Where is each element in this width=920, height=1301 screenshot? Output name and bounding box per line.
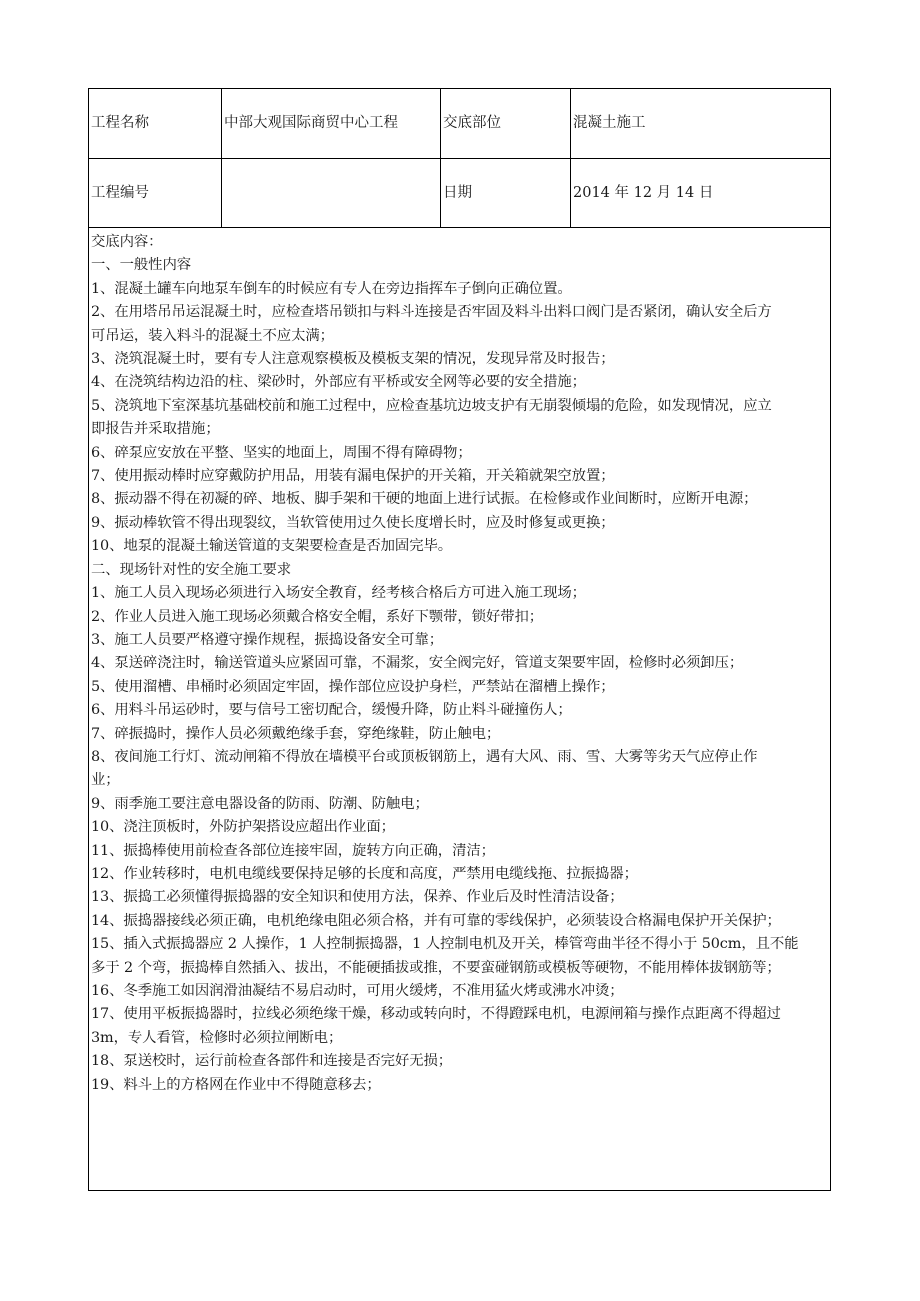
content-line: 3m，专人看管，检修时必须拉闸断电； — [91, 1029, 343, 1046]
content-line: 交底内容： — [91, 234, 163, 250]
content-line: 17、使用平板振捣器时，拉线必须绝缘干燥，移动或转向时，不得蹬踩电机，电源闸箱与操作点距离不得超过 — [91, 1006, 781, 1023]
content-line: 1、施工人员入现场必须进行入场安全教育，经考核合格后方可进入施工现场； — [91, 585, 586, 602]
content-line: 2、在用塔吊吊运混凝土时，应检查塔吊锁扣与料斗连接是否牢固及料斗出料口阀门是否紧闭，确认安全后方 — [91, 304, 772, 321]
content-line: 15、插入式振捣器应 2 人操作，1 人控制振捣器，1 人控制电机及开关，棒管弯曲半径不得小于 50cm，且不能 — [91, 936, 799, 953]
content-line: 9、雨季施工要注意电器设备的防雨、防潮、防触电； — [91, 795, 429, 812]
content-line: 7、使用振动棒时应穿戴防护用品，用装有漏电保护的开关箱，开关箱就架空放置； — [91, 468, 615, 485]
content-line: 11、振捣棒使用前检查各部位连接牢固，旋转方向正确，清洁； — [91, 842, 495, 859]
header-row-project — [89, 89, 830, 159]
content-line: 14、振捣器接线必须正确，电机绝缘电阻必须合格，并有可靠的零线保护，必须装设合格漏电保护开关保护； — [91, 912, 781, 929]
content-line: 18、泵送校时，运行前检查各部件和连接是否完好无损； — [91, 1053, 453, 1070]
content-line: 6、碎泵应安放在平整、坚实的地面上，周围不得有障碍物； — [91, 444, 472, 461]
content-line: 12、作业转移时，电机电缆线要保持足够的长度和高度，严禁用电缆线拖、拉振捣器； — [91, 865, 638, 882]
handover-content — [89, 229, 830, 1097]
content-line: 二、现场针对性的安全施工要求 — [91, 561, 292, 578]
content-line: 4、在浇筑结构边沿的柱、梁砂时，外部应有平桥或安全网等必要的安全措施； — [91, 374, 586, 391]
date-value: 2014 年 12 月 14 日 — [573, 184, 714, 201]
content-line: 10、地泵的混凝土输送管道的支架要检查是否加固完毕。 — [91, 538, 453, 555]
project-name-value: 中部大观国际商贸中心工程 — [222, 89, 441, 158]
content-line: 一、一般性内容 — [91, 257, 192, 274]
handover-location-label: 交底部位 — [441, 89, 571, 158]
content-line: 19、料斗上的方格网在作业中不得随意移去； — [91, 1076, 381, 1093]
content-line: 3、浇筑混凝土时，要有专人注意观察模板及模板支架的情况，发现异常及时报告； — [91, 351, 615, 368]
content-line: 可吊运，装入料斗的混凝土不应太满； — [91, 327, 334, 344]
project-name-label: 工程名称 — [89, 89, 222, 158]
content-line: 业； — [91, 772, 120, 789]
content-line: 3、施工人员要严格遵守操作规程，振捣设备安全可靠； — [91, 631, 444, 648]
content-line: 4、泵送碎浇注时，输送管道头应紧固可靠，不漏浆，安全阀完好，管道支架要牢固，检修时必须卸压； — [91, 655, 744, 672]
content-line: 5、浇筑地下室深基坑基础校前和施工过程中，应检查基坑边坡支护有无崩裂倾塌的危险，如发现情况，应立 — [91, 397, 772, 414]
project-number-label: 工程编号 — [89, 159, 222, 227]
date-label: 日期 — [441, 159, 571, 227]
content-line: 16、冬季施工如因润滑油凝结不易启动时，可用火缓烤，不准用猛火烤或沸水冲烫； — [91, 983, 624, 999]
content-line: 8、振动器不得在初凝的碎、地板、脚手架和干硬的地面上进行试振。在检修或作业间断时，应断开电源； — [91, 491, 758, 508]
content-line: 8、夜间施工行灯、流动闸箱不得放在墙模平台或顶板钢筋上，遇有大风、雨、雪、大雾等劣天气应停止作 — [91, 748, 758, 765]
content-line: 6、用料斗吊运砂时，要与信号工密切配合，缓慢升降，防止料斗碰撞伤人； — [91, 702, 572, 719]
project-number-value — [222, 159, 441, 227]
content-line: 13、振捣工必须懂得振捣器的安全知识和使用方法，保养、作业后及时性清洁设备； — [91, 889, 624, 906]
handover-form-table — [88, 88, 831, 1191]
handover-location-value: 混凝土施工 — [573, 115, 646, 132]
content-line: 2、作业人员进入施工现场必须戴合格安全帽，系好下颚带，锁好带扣； — [91, 608, 544, 625]
content-line: 5、使用溜槽、串桶时必须固定牢固，操作部位应设护身栏，严禁站在溜槽上操作； — [91, 678, 615, 695]
header-row-number — [89, 159, 830, 228]
content-line: 9、振动棒软管不得出现裂纹，当软管使用过久使长度增长时，应及时修复或更换； — [91, 514, 615, 531]
content-line: 多于 2 个弯，振捣棒自然插入、拔出，不能硬插拔或推，不要蛮碰钢筋或模板等硬物，不能用棒体拔钢筋等； — [91, 959, 781, 976]
content-line: 1、混凝土罐车向地泵车倒车的时候应有专人在旁边指挥车子倒向正确位置。 — [91, 280, 572, 297]
content-line: 即报告并采取措施； — [91, 421, 220, 438]
content-line: 10、浇注顶板时，外防护架搭设应超出作业面； — [91, 819, 395, 836]
content-line: 7、碎振捣时，操作人员必须戴绝缘手套，穿绝缘鞋，防止触电； — [91, 725, 501, 742]
